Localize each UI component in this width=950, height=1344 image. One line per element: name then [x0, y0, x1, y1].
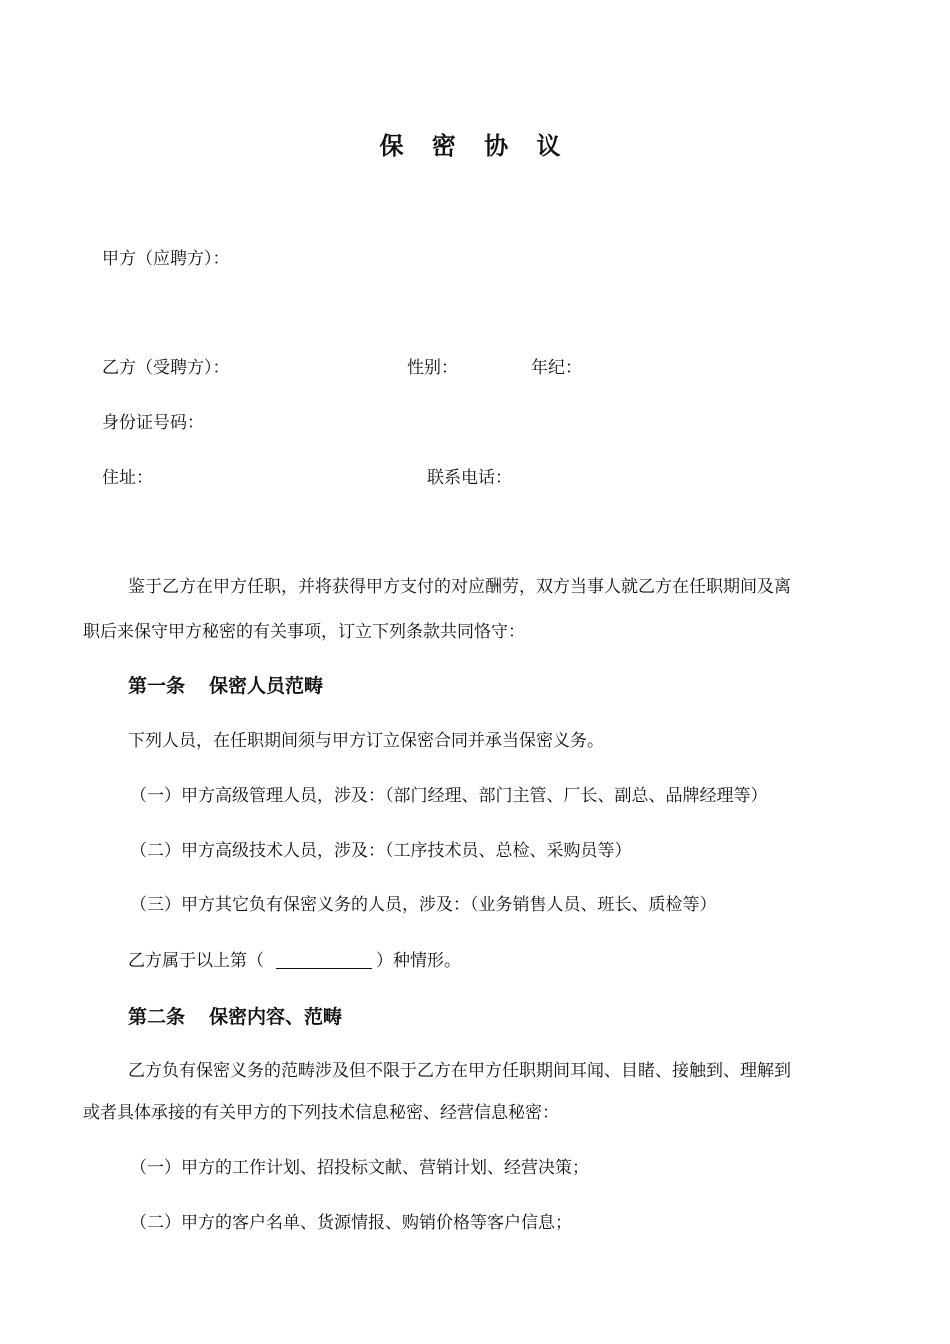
article-2-item-2: （二）甲方的客户名单、货源情报、购销价格等客户信息； — [130, 1213, 572, 1233]
article-1-item-2: （二）甲方高级技术人员，涉及：（工序技术员、总检、采购员等） — [130, 841, 632, 861]
age-label: 年纪： — [531, 358, 582, 378]
article-1-title: 保密人员范畴 — [209, 675, 324, 697]
phone-label: 联系电话： — [427, 468, 512, 488]
preamble-line-1: 鉴于乙方在甲方任职，并将获得甲方支付的对应酬劳，双方当事人就乙方在任职期间及离 — [128, 577, 791, 597]
fill-blank — [276, 952, 372, 969]
article-2-number: 第二条 — [128, 1006, 186, 1028]
article-1-heading — [128, 675, 323, 697]
address-label: 住址： — [102, 468, 153, 488]
document-title: 保 密 协 议 — [379, 132, 571, 160]
party-a-label: 甲方（应聘方）： — [102, 249, 230, 269]
article-2-line-1: 乙方负有保密义务的范畴涉及但不限于乙方在甲方任职期间耳闻、目睹、接触到、理解到 — [128, 1061, 791, 1081]
article-1-intro: 下列人员，在任职期间须与甲方订立保密合同并承当保密义务。 — [128, 731, 604, 751]
article-2-title: 保密内容、范畴 — [209, 1006, 343, 1028]
article-1-number: 第一条 — [128, 675, 186, 697]
fill-suffix: ）种情形。 — [376, 951, 461, 971]
article-2-heading — [128, 1006, 342, 1028]
gender-label: 性别： — [407, 358, 458, 378]
article-2-item-1: （一）甲方的工作计划、招投标文献、营销计划、经营决策； — [130, 1158, 589, 1178]
preamble-line-2: 职后来保守甲方秘密的有关事项，订立下列条款共同恪守： — [83, 622, 525, 642]
article-1-fill-line — [128, 951, 461, 971]
id-number-label: 身份证号码： — [102, 413, 204, 433]
article-2-line-2: 或者具体承接的有关甲方的下列技术信息秘密、经营信息秘密： — [83, 1103, 559, 1123]
article-1-item-3: （三）甲方其它负有保密义务的人员，涉及：（业务销售人员、班长、质检等） — [130, 895, 717, 915]
fill-prefix: 乙方属于以上第（ — [128, 951, 264, 971]
article-1-item-1: （一）甲方高级管理人员，涉及：（部门经理、部门主管、厂长、副总、品牌经理等） — [130, 786, 768, 806]
party-b-label: 乙方（受聘方）： — [102, 358, 230, 378]
